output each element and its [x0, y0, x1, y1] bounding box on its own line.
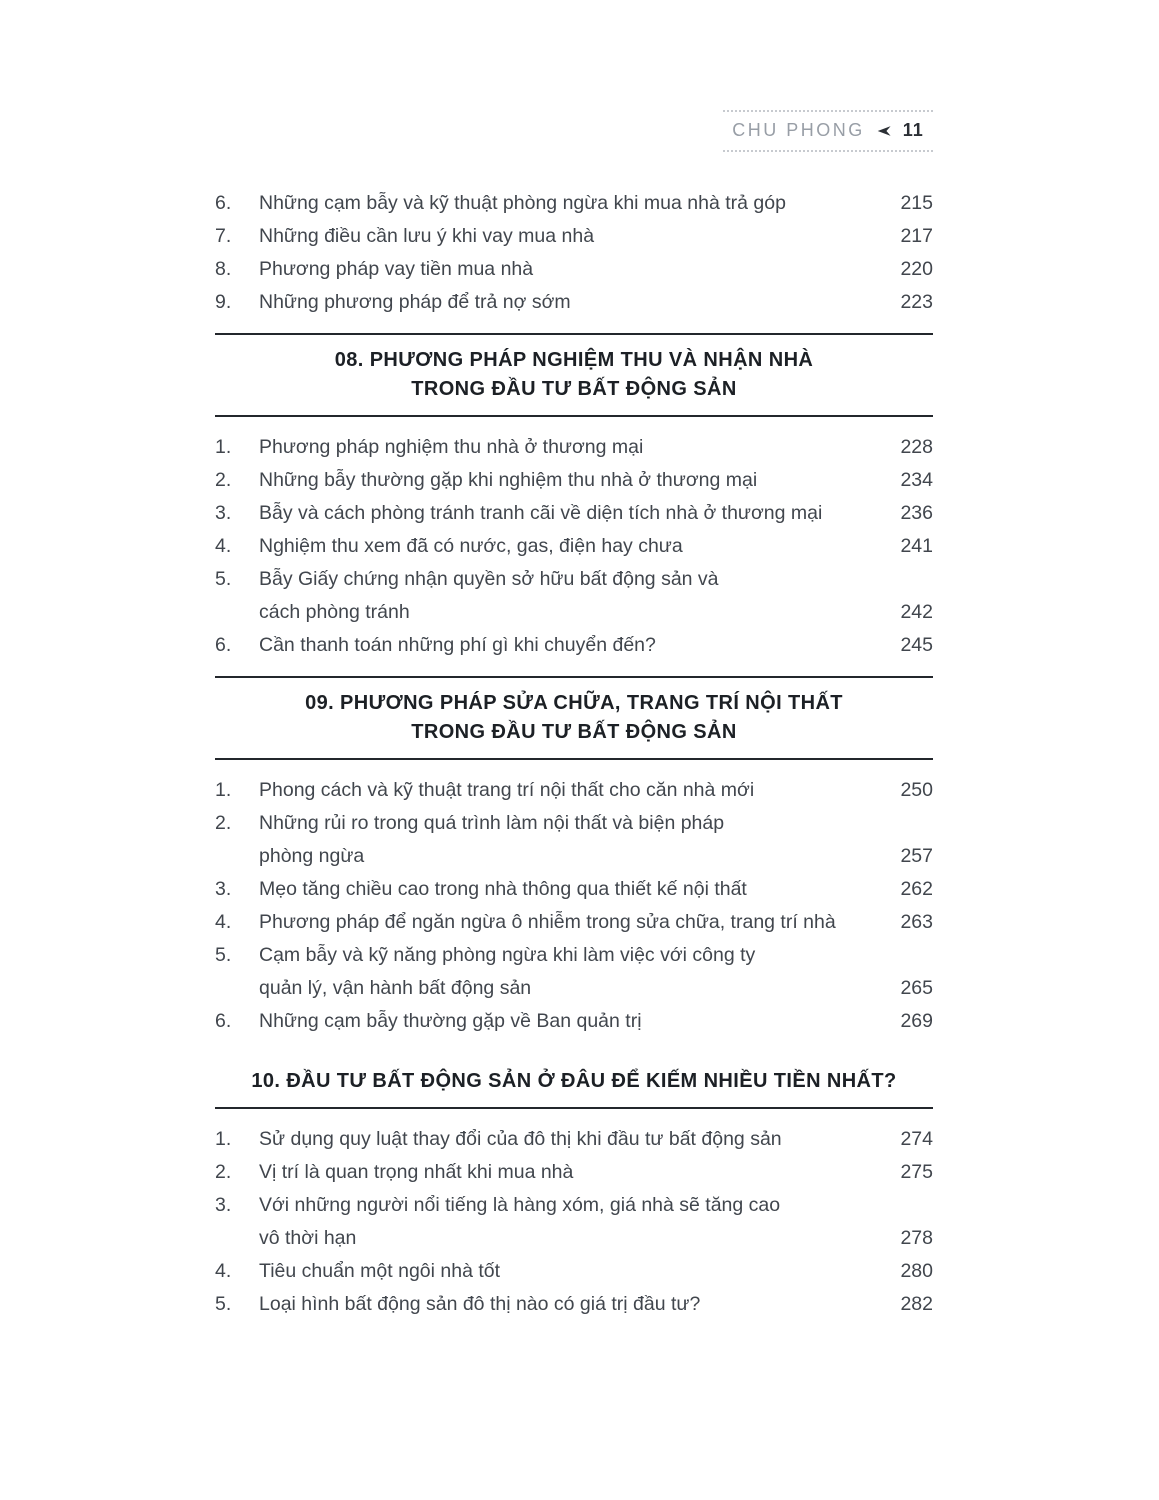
- entry-title: [259, 1189, 889, 1255]
- toc-entry: [215, 1156, 933, 1189]
- entry-number: 2.: [215, 812, 232, 834]
- entry-title: [259, 1123, 889, 1156]
- paper-plane-left-icon: [877, 124, 891, 138]
- entry-title-line: Sử dụng quy luật thay đổi của đô thị khi đầu tư bất động sản: [259, 1128, 782, 1150]
- entry-title-line: Phong cách và kỹ thuật trang trí nội thất cho căn nhà mới: [259, 779, 755, 801]
- entry-title-line: Phương pháp nghiệm thu nhà ở thương mại: [259, 436, 644, 458]
- entry-title: [259, 286, 889, 319]
- entry-number: 3.: [215, 1194, 232, 1216]
- divider-rule: [215, 415, 933, 417]
- entry-page-number: 282: [900, 1293, 933, 1315]
- toc-content: [215, 110, 933, 1324]
- toc-entry: [215, 530, 933, 563]
- entry-number: 1.: [215, 779, 232, 801]
- entry-page-number: 234: [900, 469, 933, 491]
- entry-number: 7.: [215, 225, 232, 247]
- entry-title: [259, 629, 889, 662]
- entry-page-number: 275: [900, 1161, 933, 1183]
- entry-page-number: 263: [900, 911, 933, 933]
- toc-entry: [215, 187, 933, 220]
- entry-title: [259, 906, 889, 939]
- entry-page-number: 250: [900, 779, 933, 801]
- author-name: CHU PHONG: [732, 120, 865, 140]
- toc-entry: [215, 497, 933, 530]
- entry-title: [259, 873, 889, 906]
- entry-title: [259, 253, 889, 286]
- entry-title: [259, 1156, 889, 1189]
- entry-title-line: Những rủi ro trong quá trình làm nội thất và biện pháp: [259, 812, 725, 834]
- entry-title-line: quản lý, vận hành bất động sản: [259, 977, 532, 999]
- entry-title-line: vô thời hạn: [259, 1227, 357, 1249]
- entry-number: 6.: [215, 634, 232, 656]
- entry-number: 8.: [215, 258, 232, 280]
- entry-number: 3.: [215, 502, 232, 524]
- entry-title-line: Loại hình bất động sản đô thị nào có giá trị đầu tư?: [259, 1293, 701, 1315]
- entry-page-number: 274: [900, 1128, 933, 1150]
- entry-title: [259, 220, 889, 253]
- entry-title: [259, 187, 889, 220]
- entry-page-number: 242: [900, 601, 933, 623]
- entry-page-number: 223: [900, 291, 933, 313]
- section-heading: [215, 689, 933, 747]
- entry-title-line: Cần thanh toán những phí gì khi chuyển đến?: [259, 634, 656, 656]
- entry-number: 2.: [215, 469, 232, 491]
- entry-page-number: 278: [900, 1227, 933, 1249]
- toc-entry: [215, 1288, 933, 1321]
- toc-entry: [215, 873, 933, 906]
- toc-entry: [215, 253, 933, 286]
- entry-number: 1.: [215, 436, 232, 458]
- divider-rule: [215, 758, 933, 760]
- entry-page-number: 269: [900, 1010, 933, 1032]
- toc-entry: [215, 563, 933, 629]
- toc-entry: [215, 286, 933, 319]
- entry-title-line: Vị trí là quan trọng nhất khi mua nhà: [259, 1161, 574, 1183]
- toc-entry: [215, 220, 933, 253]
- toc-entry: [215, 431, 933, 464]
- toc-entry: [215, 1005, 933, 1038]
- entry-number: 4.: [215, 911, 232, 933]
- divider-rule: [215, 1107, 933, 1109]
- entry-title-line: Bẫy và cách phòng tránh tranh cãi về diện tích nhà ở thương mại: [259, 502, 823, 524]
- running-header: [723, 110, 933, 152]
- entry-title-line: Những điều cần lưu ý khi vay mua nhà: [259, 225, 595, 247]
- toc-entry: [215, 939, 933, 1005]
- entry-title-line: Nghiệm thu xem đã có nước, gas, điện hay chưa: [259, 535, 683, 557]
- entry-title-line: Những bẫy thường gặp khi nghiệm thu nhà ở thương mại: [259, 469, 758, 491]
- entry-number: 5.: [215, 568, 232, 590]
- entry-page-number: 280: [900, 1260, 933, 1282]
- entry-number: 1.: [215, 1128, 232, 1150]
- toc-entry: [215, 1255, 933, 1288]
- toc-entry-list: [215, 1120, 933, 1324]
- entry-number: 4.: [215, 535, 232, 557]
- section-heading-line: TRONG ĐẦU TƯ BẤT ĐỘNG SẢN: [411, 378, 737, 400]
- entry-number: 2.: [215, 1161, 232, 1183]
- section-heading: [215, 1067, 933, 1096]
- entry-title: [259, 774, 889, 807]
- entry-page-number: 245: [900, 634, 933, 656]
- section-heading-line: 10. ĐẦU TƯ BẤT ĐỘNG SẢN Ở ĐÂU ĐỂ KIẾM NHIỀU TIỀN NHẤT?: [251, 1070, 897, 1092]
- entry-page-number: 241: [900, 535, 933, 557]
- entry-title: [259, 1005, 889, 1038]
- entry-number: 3.: [215, 878, 232, 900]
- entry-title-line: Tiêu chuẩn một ngôi nhà tốt: [259, 1260, 501, 1282]
- toc-entry: [215, 1189, 933, 1255]
- entry-title: [259, 530, 889, 563]
- entry-page-number: 236: [900, 502, 933, 524]
- divider-rule: [215, 333, 933, 335]
- entry-number: 6.: [215, 1010, 232, 1032]
- entry-title-line: Những phương pháp để trả nợ sớm: [259, 291, 571, 313]
- entry-title-line: Bẫy Giấy chứng nhận quyền sở hữu bất động sản và: [259, 568, 719, 590]
- entry-title-line: Phương pháp vay tiền mua nhà: [259, 258, 534, 280]
- toc-entry: [215, 464, 933, 497]
- entry-page-number: 220: [900, 258, 933, 280]
- header-page-number: 11: [902, 120, 924, 140]
- toc-entry-list: [215, 771, 933, 1041]
- entry-title: [259, 1255, 889, 1288]
- toc-entry: [215, 629, 933, 662]
- entry-number: 9.: [215, 291, 232, 313]
- entry-title-line: Mẹo tăng chiều cao trong nhà thông qua thiết kế nội thất: [259, 878, 747, 900]
- section-heading-line: 09. PHƯƠNG PHÁP SỬA CHỮA, TRANG TRÍ NỘI THẤT: [305, 692, 843, 714]
- entry-title-line: Với những người nổi tiếng là hàng xóm, giá nhà sẽ tăng cao: [259, 1194, 781, 1216]
- entry-number: 5.: [215, 1293, 232, 1315]
- entry-title: [259, 807, 889, 873]
- entry-title: [259, 1288, 889, 1321]
- toc-entry: [215, 807, 933, 873]
- toc-entry-list: [215, 428, 933, 665]
- entry-page-number: 217: [900, 225, 933, 247]
- toc-entry: [215, 1123, 933, 1156]
- entry-number: 4.: [215, 1260, 232, 1282]
- entry-number: 5.: [215, 944, 232, 966]
- toc-entry: [215, 774, 933, 807]
- entry-title-line: Những cạm bẫy thường gặp về Ban quản trị: [259, 1010, 642, 1032]
- entry-title: [259, 497, 889, 530]
- entry-page-number: 262: [900, 878, 933, 900]
- entry-title: [259, 464, 889, 497]
- toc-entry: [215, 906, 933, 939]
- entry-title-line: cách phòng tránh: [259, 601, 410, 623]
- entry-title-line: phòng ngừa: [259, 845, 365, 867]
- toc-entry-list: [215, 184, 933, 322]
- entry-title-line: Những cạm bẫy và kỹ thuật phòng ngừa khi mua nhà trả góp: [259, 192, 786, 214]
- divider-rule: [215, 676, 933, 678]
- toc-body: [215, 184, 933, 1324]
- entry-title: [259, 939, 889, 1005]
- entry-number: 6.: [215, 192, 232, 214]
- section-heading-line: 08. PHƯƠNG PHÁP NGHIỆM THU VÀ NHẬN NHÀ: [334, 349, 814, 371]
- entry-title-line: Cạm bẫy và kỹ năng phòng ngừa khi làm việc với công ty: [259, 944, 756, 966]
- entry-page-number: 257: [900, 845, 933, 867]
- entry-page-number: 265: [900, 977, 933, 999]
- entry-page-number: 215: [900, 192, 933, 214]
- section-heading-line: TRONG ĐẦU TƯ BẤT ĐỘNG SẢN: [411, 721, 737, 743]
- entry-page-number: 228: [900, 436, 933, 458]
- entry-title: [259, 431, 889, 464]
- entry-title: [259, 563, 889, 629]
- section-heading: [215, 346, 933, 404]
- entry-title-line: Phương pháp để ngăn ngừa ô nhiễm trong sửa chữa, trang trí nhà: [259, 911, 836, 933]
